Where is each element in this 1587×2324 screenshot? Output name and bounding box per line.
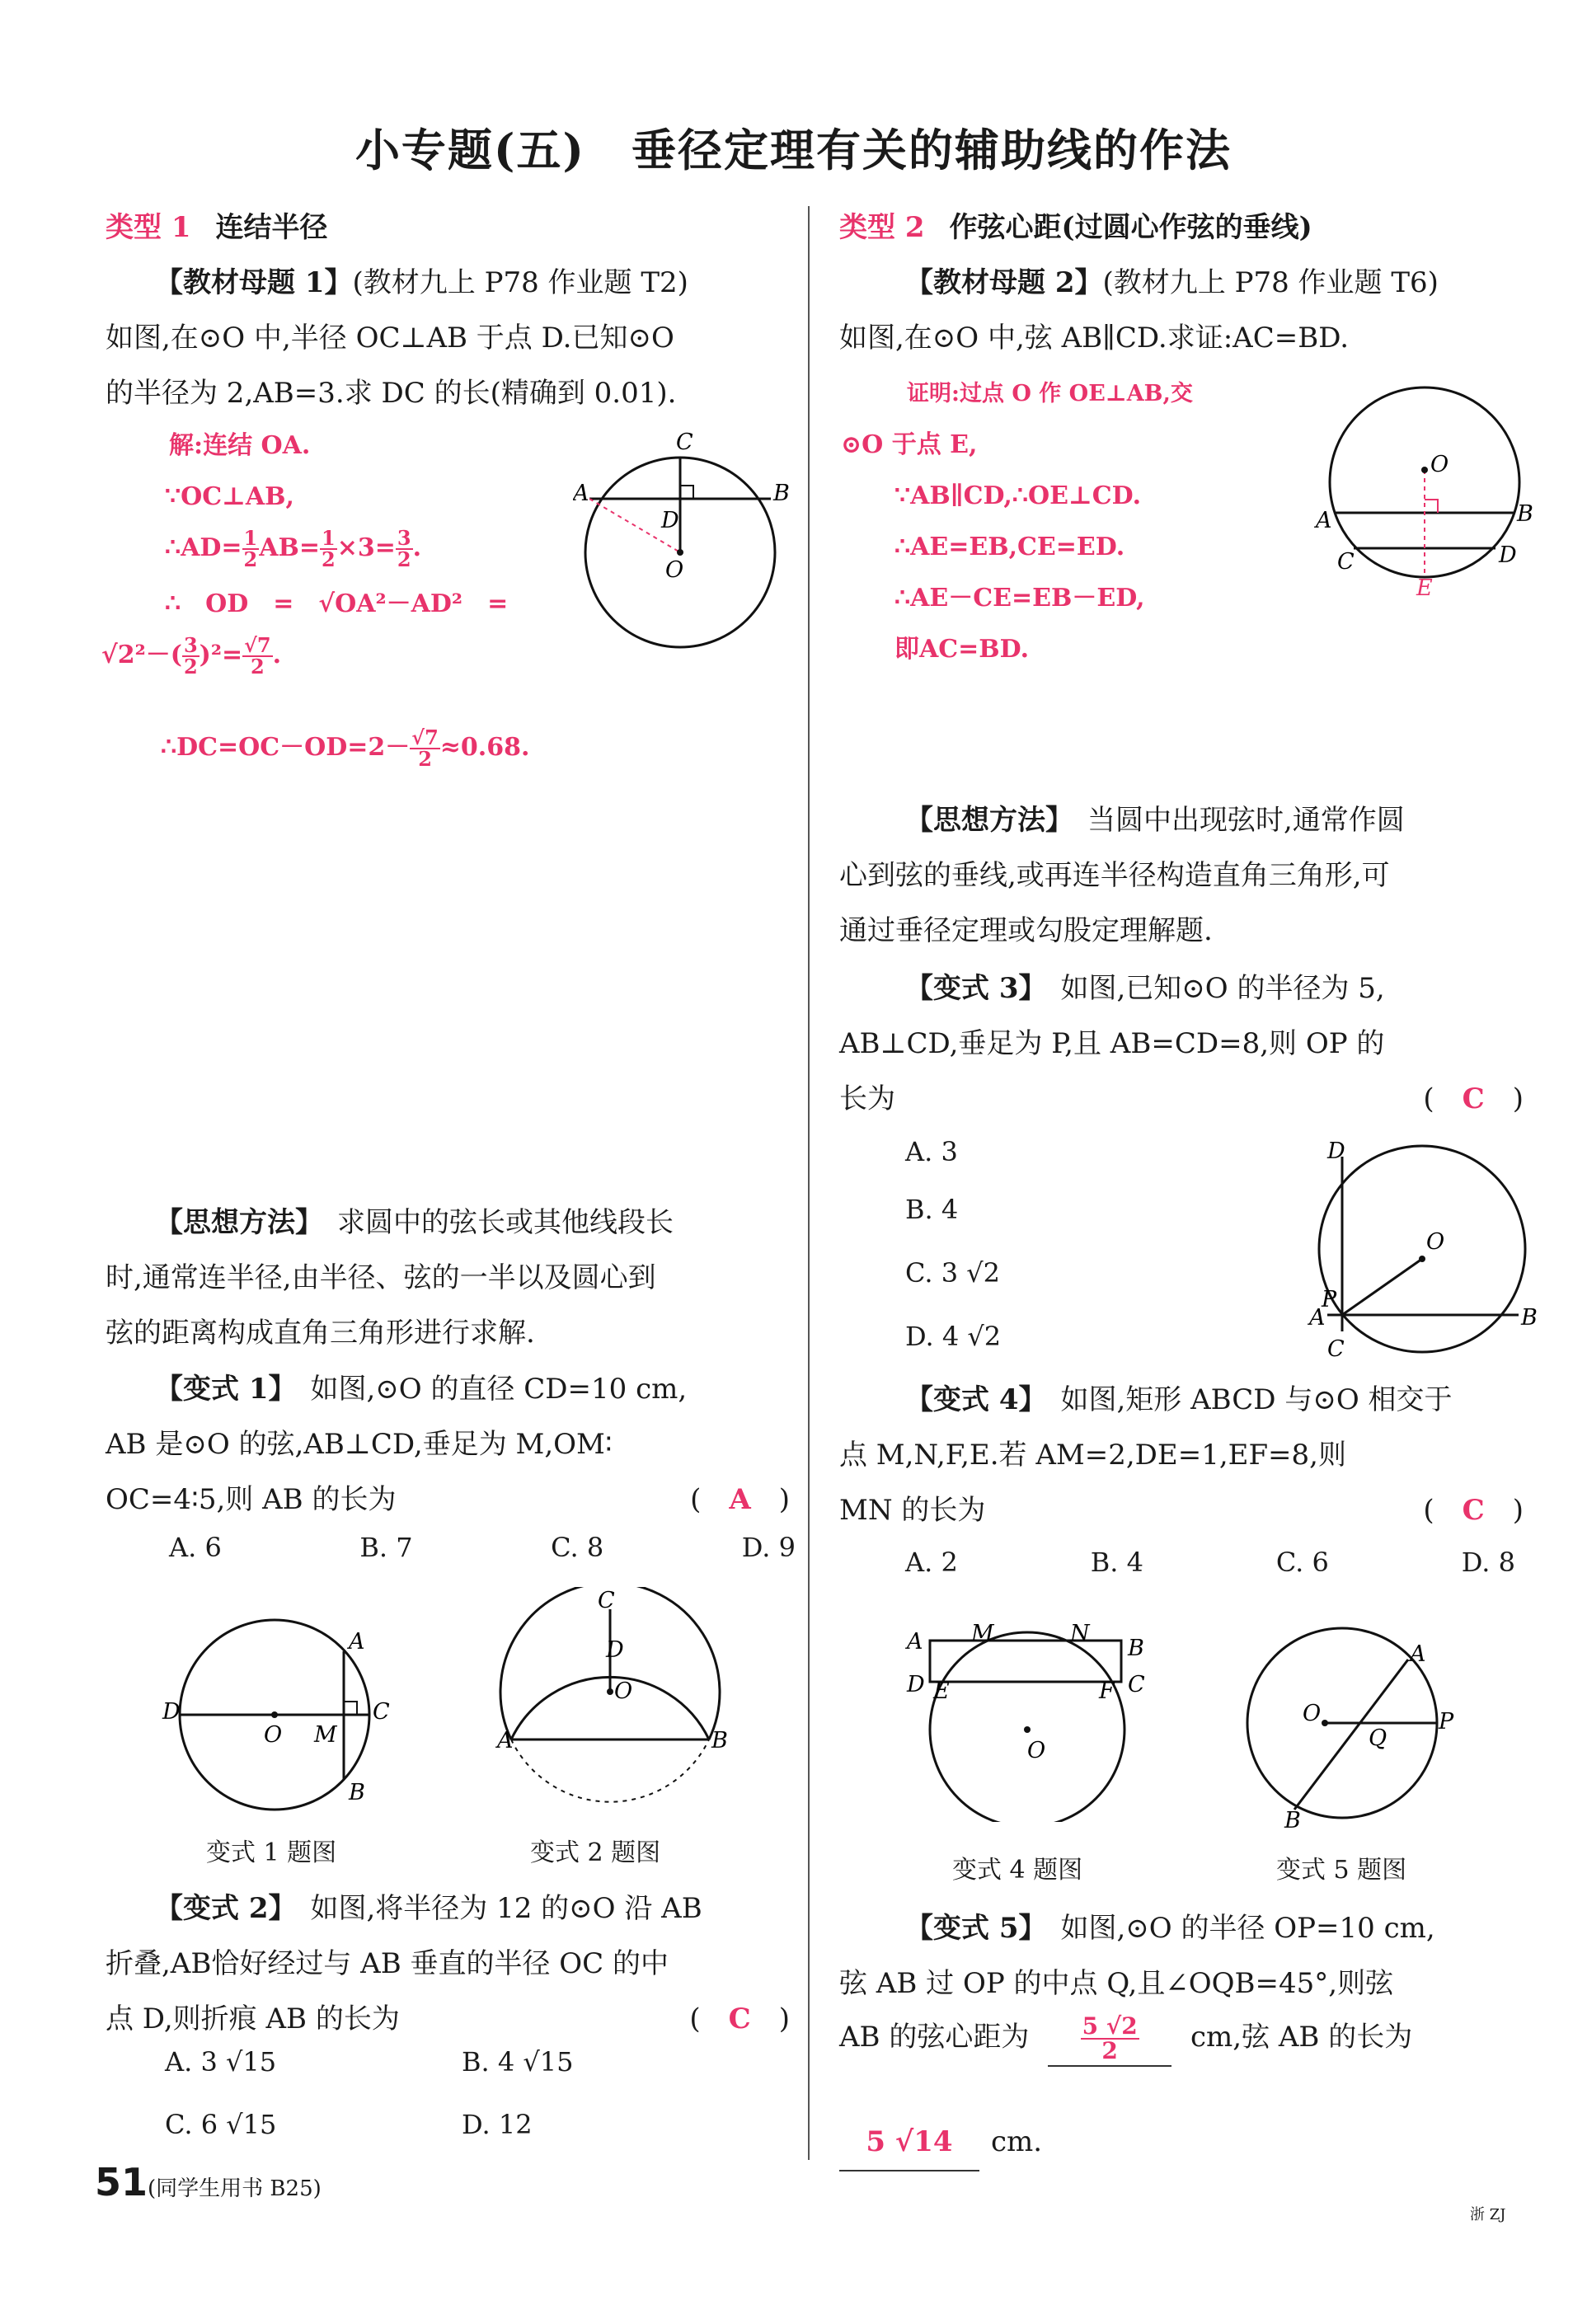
- sol1-ad-label: ∴AD=: [165, 533, 242, 562]
- v1-line-3: OC=4∶5,则 AB 的长为: [106, 1483, 397, 1516]
- type1-name: 连结半径: [215, 211, 328, 244]
- sol1-od-line: ∴ OD = √OA²－AD² =: [165, 589, 509, 618]
- method2-header: 【思想方法】: [905, 804, 1059, 837]
- sol1-ab-label: AB=: [259, 533, 320, 562]
- sol1-line-2: ∵OC⊥AB,: [165, 482, 294, 511]
- v1-option-c: C. 8: [551, 1532, 604, 1563]
- svg-text:A: A: [349, 1629, 365, 1655]
- method1-line-3: 弦的距离构成直角三角形进行求解.: [106, 1317, 535, 1350]
- sol1-sqrt-start: √2²－(: [101, 641, 182, 669]
- method2-line-1: 当圆中出现弦时,通常作圆: [1087, 804, 1405, 837]
- v4-option-c: C. 6: [1275, 1547, 1329, 1578]
- svg-text:O: O: [1430, 452, 1449, 477]
- fig-v2-caption: 变式 2 题图: [530, 1838, 661, 1867]
- footer-code: 浙 ZJ: [1470, 2206, 1506, 2223]
- v4-options: [905, 1547, 1515, 1578]
- footer-book-ref: (同学生用书 B25): [148, 2176, 322, 2201]
- svg-text:O: O: [1426, 1229, 1445, 1255]
- ex2-block: [839, 256, 1524, 366]
- frac-sqrt7-half-1: $\frac{√7}{2}$: [244, 633, 271, 678]
- v5-line-3-row: [839, 2010, 1524, 2067]
- svg-text:B: B: [349, 1780, 365, 1805]
- svg-text:M: M: [314, 1722, 337, 1748]
- figure-v3: [1294, 1134, 1550, 1373]
- v3-answer-slot: ( C ): [1423, 1082, 1524, 1115]
- v1-option-a: A. 6: [169, 1532, 222, 1563]
- type1-tag: 类型 1: [106, 211, 191, 244]
- v5-line-1: 如图,⊙O 的半径 OP=10 cm,: [1060, 1912, 1435, 1945]
- v1-option-b: B. 7: [359, 1532, 413, 1563]
- figure-v5: [1220, 1620, 1467, 1838]
- svg-text:A: A: [907, 1629, 923, 1655]
- method2-line-3: 通过垂径定理或勾股定理解题.: [839, 914, 1213, 947]
- svg-text:A: A: [497, 1728, 514, 1754]
- v2-answer-slot: ( C ): [689, 2002, 790, 2035]
- svg-text:C: C: [1327, 1336, 1345, 1362]
- svg-text:D: D: [907, 1672, 925, 1697]
- svg-text:C: C: [676, 430, 693, 455]
- v4-header: 【变式 4】: [905, 1383, 1033, 1416]
- v2-block: [106, 1881, 790, 2047]
- v4-answer-slot: ( C ): [1423, 1494, 1524, 1527]
- v4-option-b: B. 4: [1090, 1547, 1143, 1578]
- v1-answer-slot: ( A ): [690, 1483, 790, 1516]
- ex1-header: 【教材母题 1】: [155, 266, 353, 299]
- v3-block: [839, 961, 1524, 1127]
- v3-header: 【变式 3】: [905, 972, 1033, 1005]
- v2-option-a: A. 3 √15: [165, 2046, 277, 2078]
- sol1-dc-line: ∴DC=OC－OD=2－: [161, 733, 411, 762]
- sol1-line-1: 解:连结 OA.: [169, 431, 311, 460]
- sol1-sqrt-end: )²=: [199, 641, 243, 669]
- sol1-dot2: .: [272, 641, 282, 669]
- sol2-line-4: ∴AE=EB,CE=ED.: [894, 533, 1125, 561]
- svg-text:D: D: [162, 1699, 181, 1725]
- v2-header: 【变式 2】: [155, 1892, 283, 1925]
- v4-option-d: D. 8: [1461, 1547, 1515, 1578]
- v3-option-d: D. 4 √2: [905, 1321, 1002, 1352]
- svg-text:B: B: [1521, 1305, 1538, 1331]
- v2-option-d: D. 12: [462, 2109, 533, 2140]
- v1-line-2: AB 是⊙O 的弦,AB⊥CD,垂足为 M,OM∶: [106, 1428, 613, 1461]
- svg-text:A: A: [573, 481, 589, 506]
- v4-option-a: A. 2: [905, 1547, 958, 1578]
- v3-option-c: C. 3 √2: [905, 1257, 1000, 1289]
- svg-text:D: D: [1327, 1139, 1345, 1164]
- svg-text:C: C: [598, 1588, 615, 1613]
- svg-text:D: D: [606, 1637, 624, 1663]
- v4-answer: C: [1462, 1494, 1485, 1527]
- method2-block: [839, 793, 1524, 959]
- frac-half-1: $\frac{1}{2}$: [243, 526, 258, 571]
- frac-half-2: $\frac{1}{2}$: [322, 526, 336, 571]
- frac-three-half-2: $\frac{3}{2}$: [183, 633, 198, 678]
- svg-text:A: A: [1316, 508, 1332, 533]
- figure-ex1: [573, 425, 796, 655]
- fig-v5-caption: 变式 5 题图: [1276, 1856, 1407, 1885]
- figure-v1: [161, 1612, 408, 1826]
- v5-line-2: 弦 AB 过 OP 的中点 Q,且∠OQB=45°,则弦: [839, 1967, 1394, 2000]
- sol1-dot: .: [412, 533, 422, 562]
- svg-text:F: F: [1099, 1678, 1115, 1704]
- ex2-header: 【教材母题 2】: [905, 266, 1103, 299]
- sol2-line-2: ⊙O 于点 E,: [841, 430, 978, 459]
- svg-text:E: E: [1416, 575, 1433, 601]
- figure-v4: [897, 1616, 1153, 1822]
- v2-option-c: C. 6 √15: [165, 2109, 277, 2140]
- v5-block: [839, 1901, 1524, 2012]
- svg-text:O: O: [264, 1722, 283, 1748]
- svg-text:A: A: [1410, 1641, 1426, 1667]
- svg-text:O: O: [1027, 1738, 1046, 1763]
- type2-heading: [839, 204, 1312, 245]
- v2-line-3: 点 D,则折痕 AB 的长为: [106, 2002, 400, 2035]
- page-title: 小专题(五) 垂径定理有关的辅助线的作法: [354, 124, 1233, 176]
- svg-text:E: E: [933, 1678, 950, 1704]
- method1-line-2: 时,通常连半径,由半径、弦的一半以及圆心到: [106, 1261, 656, 1294]
- svg-text:M: M: [971, 1621, 994, 1646]
- svg-text:C: C: [1337, 549, 1355, 575]
- fig-v1-caption: 变式 1 题图: [206, 1838, 337, 1867]
- v2-line-1: 如图,将半径为 12 的⊙O 沿 AB: [310, 1892, 702, 1925]
- v1-options: [169, 1532, 796, 1563]
- sol1-approx: ≈0.68.: [439, 733, 530, 762]
- type2-tag: 类型 2: [839, 211, 925, 244]
- type1-heading: [106, 204, 328, 245]
- v2-option-b: B. 4 √15: [462, 2046, 574, 2078]
- v1-answer: A: [729, 1483, 751, 1516]
- svg-text:O: O: [614, 1678, 633, 1704]
- sol2-line-6: 即AC=BD.: [894, 635, 1030, 664]
- ex2-source: (教材九上 P78 作业题 T6): [1102, 266, 1439, 299]
- ex1-line-2: 的半径为 2,AB=3.求 DC 的长(精确到 0.01).: [106, 377, 677, 410]
- v3-answer: C: [1462, 1082, 1485, 1115]
- svg-text:D: D: [661, 508, 679, 533]
- v2-answer: C: [728, 2002, 751, 2035]
- svg-text:O: O: [665, 557, 684, 583]
- svg-text:C: C: [373, 1699, 390, 1725]
- column-divider: [808, 206, 810, 2160]
- v2-line-2: 折叠,AB恰好经过与 AB 垂直的半径 OC 的中: [106, 1947, 669, 1980]
- v5-blank-2: 5 √14: [839, 2115, 979, 2171]
- v5-blank-1: $\frac{5 √2}{2}$: [1048, 2010, 1171, 2067]
- frac-three-half-1: $\frac{3}{2}$: [397, 526, 411, 571]
- frac-sqrt7-half-2: $\frac{√7}{2}$: [411, 725, 439, 771]
- v4-line-2: 点 M,N,F,E.若 AM=2,DE=1,EF=8,则: [839, 1439, 1346, 1472]
- svg-text:O: O: [1303, 1701, 1322, 1726]
- svg-text:B: B: [1128, 1636, 1144, 1661]
- svg-text:N: N: [1070, 1621, 1090, 1646]
- svg-text:P: P: [1322, 1287, 1337, 1312]
- method2-line-2: 心到弦的垂线,或再连半径构造直角三角形,可: [839, 859, 1390, 892]
- page-number: 51: [95, 2160, 148, 2204]
- ex1-line-1: 如图,在⊙O 中,半径 OC⊥AB 于点 D.已知⊙O: [106, 322, 674, 354]
- footer: [95, 2160, 322, 2204]
- v4-block: [839, 1373, 1524, 1538]
- v5-line-3: AB 的弦心距为: [839, 2021, 1030, 2054]
- fig-v4-caption: 变式 4 题图: [952, 1856, 1083, 1885]
- svg-text:B: B: [1284, 1808, 1301, 1833]
- svg-text:B: B: [711, 1728, 728, 1754]
- v3-option-b: B. 4: [905, 1194, 959, 1225]
- v3-line-3: 长为: [839, 1082, 895, 1115]
- solution-2: [841, 369, 1336, 675]
- v3-line-1: 如图,已知⊙O 的半径为 5,: [1060, 972, 1385, 1005]
- v4-line-3: MN 的长为: [839, 1494, 986, 1527]
- svg-text:D: D: [1499, 542, 1517, 568]
- v5-header: 【变式 5】: [905, 1912, 1033, 1945]
- sol2-line-3: ∵AB∥CD,∴OE⊥CD.: [894, 481, 1142, 510]
- figure-ex2: [1303, 379, 1550, 602]
- ex1-block: [106, 256, 790, 421]
- v5-line-4: cm,弦 AB 的长为: [1190, 2021, 1413, 2054]
- svg-text:A: A: [1309, 1305, 1326, 1331]
- v4-line-1: 如图,矩形 ABCD 与⊙O 相交于: [1060, 1383, 1453, 1416]
- sol2-line-5: ∴AE－CE=EB－ED,: [894, 584, 1145, 613]
- method1-block: [106, 1195, 790, 1361]
- v1-option-d: D. 9: [741, 1532, 796, 1563]
- ex1-source: (教材九上 P78 作业题 T2): [352, 266, 688, 299]
- svg-text:Q: Q: [1369, 1725, 1387, 1751]
- type2-name: 作弦心距(过圆心作弦的垂线): [949, 211, 1312, 244]
- v1-header: 【变式 1】: [155, 1373, 283, 1406]
- v3-line-2: AB⊥CD,垂足为 P,且 AB=CD=8,则 OP 的: [839, 1027, 1385, 1060]
- method1-line-1: 求圆中的弦长或其他线段长: [337, 1206, 674, 1239]
- v1-block: [106, 1362, 790, 1528]
- svg-text:C: C: [1128, 1672, 1145, 1697]
- v1-line-1: 如图,⊙O 的直径 CD=10 cm,: [310, 1373, 688, 1406]
- ex2-line: 如图,在⊙O 中,弦 AB∥CD.求证:AC=BD.: [839, 322, 1350, 354]
- v5-line-5: cm.: [991, 2125, 1043, 2158]
- v3-option-a: A. 3: [905, 1136, 958, 1167]
- svg-text:P: P: [1439, 1709, 1454, 1735]
- figure-v2: [491, 1587, 730, 1818]
- svg-text:B: B: [773, 481, 790, 506]
- method1-header: 【思想方法】: [155, 1206, 309, 1239]
- sol1-times3: ×3=: [336, 533, 396, 562]
- v5-line-5-row: [839, 2115, 1524, 2171]
- sol2-line-1: 证明:过点 O 作 OE⊥AB,交: [907, 381, 1193, 406]
- svg-text:B: B: [1517, 501, 1533, 527]
